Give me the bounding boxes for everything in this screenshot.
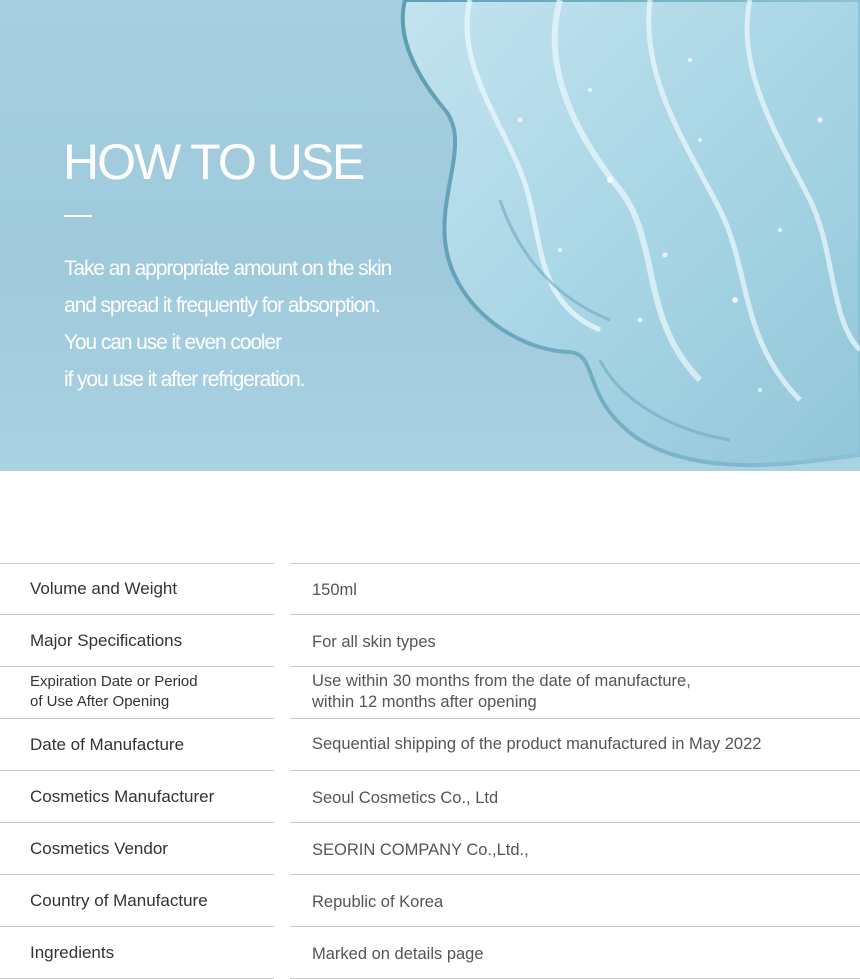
spec-label-expiration [30, 666, 270, 718]
table-row [0, 822, 860, 874]
table-row [0, 926, 860, 978]
spec-label-ingredients: Ingredients [30, 942, 115, 962]
table-row [0, 666, 860, 718]
usage-line: Take an appropriate amount on the skin [64, 257, 392, 280]
table-row [0, 718, 860, 770]
product-spec-table [0, 563, 860, 978]
spec-value-manufacturer: Seoul Cosmetics Co., Ltd [312, 788, 499, 807]
table-row [0, 770, 860, 822]
gel-texture-image [0, 0, 860, 471]
table-row [0, 614, 860, 666]
table-row [0, 563, 860, 614]
usage-line: and spread it frequently for absorption. [64, 294, 380, 317]
usage-line: if you use it after refrigeration. [64, 368, 305, 391]
usage-line: You can use it even cooler [64, 331, 281, 354]
spec-value-country: Republic of Korea [312, 892, 444, 911]
spec-label-specifications: Major Specifications [30, 630, 183, 650]
spec-label-manufacturer: Cosmetics Manufacturer [30, 786, 215, 806]
spec-label-volume: Volume and Weight [30, 579, 178, 598]
spec-label-line: Expiration Date or Period [30, 673, 198, 690]
usage-instructions [64, 250, 484, 398]
spec-value-ingredients: Marked on details page [312, 944, 484, 963]
table-row [0, 874, 860, 926]
spec-value-manufacture-date: Sequential shipping of the product manufactured in May 2022 [312, 734, 762, 753]
spec-label-vendor: Cosmetics Vendor [30, 838, 168, 858]
how-to-use-banner [0, 0, 860, 471]
spec-value-line: Use within 30 months from the date of manufacture, [312, 672, 691, 690]
spec-label-country: Country of Manufacture [30, 890, 208, 910]
spec-label-line: of Use After Opening [30, 693, 170, 710]
spec-value-specifications: For all skin types [312, 632, 436, 651]
spec-label-manufacture-date: Date of Manufacture [30, 734, 185, 754]
spec-value-vendor: SEORIN COMPANY Co.,Ltd., [312, 840, 529, 859]
spec-value-volume: 150ml [312, 581, 357, 599]
title-divider [64, 215, 92, 217]
page-title: HOW TO USE [63, 134, 364, 190]
spec-value-line: within 12 months after opening [312, 693, 537, 711]
spec-value-expiration [312, 666, 852, 718]
